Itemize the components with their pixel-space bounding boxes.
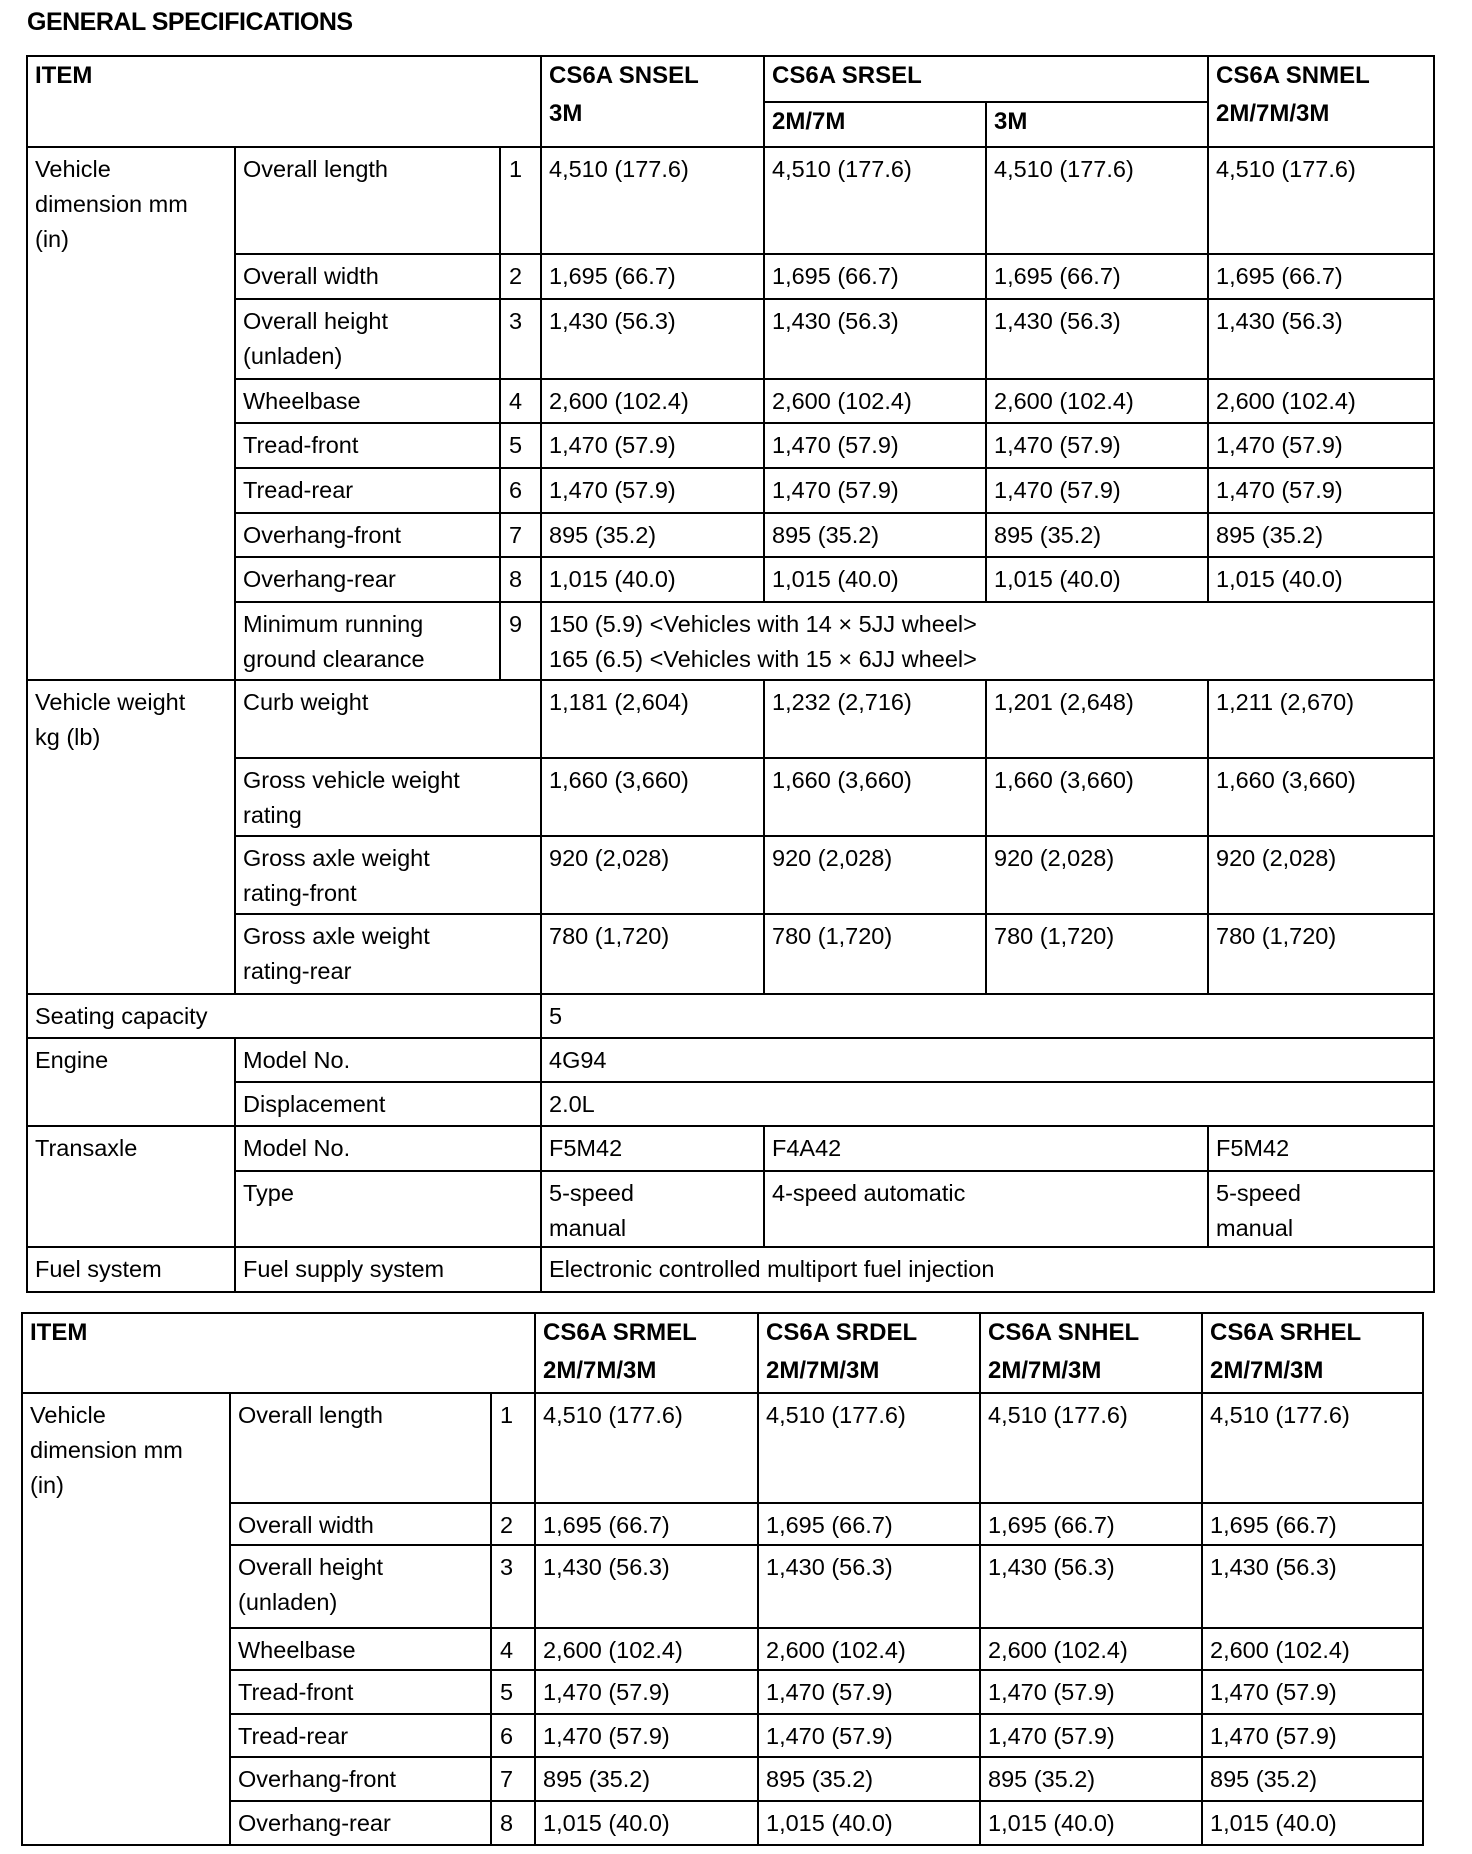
table-cell: Tread-rear [230,1714,491,1757]
column-header: CS6A SRMEL 2M/7M/3M [535,1313,758,1393]
item-number: 6 [500,468,541,513]
table-cell: 1,015 (40.0) [541,557,764,602]
table-cell: 1,015 (40.0) [535,1801,758,1845]
table-row [22,1714,1423,1757]
table-cell: 1,470 (57.9) [758,1714,980,1757]
table-cell: Overall height (unladen) [235,299,500,379]
table-cell: 1,470 (57.9) [980,1714,1202,1757]
table-cell: Gross axle weight rating-rear [235,914,541,994]
item-number: 4 [500,379,541,423]
table-cell: Vehicle weight kg (lb) [27,680,235,994]
spec-table-2 [21,1312,1424,1846]
table-cell: Overall height (unladen) [230,1545,491,1628]
header-row [22,1313,1423,1393]
table-cell: 1,430 (56.3) [764,299,986,379]
table-cell: 780 (1,720) [541,914,764,994]
table-cell: 1,695 (66.7) [764,254,986,299]
table-cell: Wheelbase [230,1628,491,1670]
table-cell: 1,015 (40.0) [764,557,986,602]
table-cell: 1,430 (56.3) [535,1545,758,1628]
table-row [22,1628,1423,1670]
table-cell: Overall width [235,254,500,299]
table-row [27,680,1434,758]
table-cell: Vehicle dimension mm (in) [22,1393,230,1845]
table-cell: F4A42 [764,1126,1208,1171]
table-cell: 780 (1,720) [764,914,986,994]
table-cell: 1,695 (66.7) [535,1503,758,1545]
column-header: CS6A SNMEL 2M/7M/3M [1208,56,1434,147]
table-cell: 920 (2,028) [1208,836,1434,914]
table-cell: 1,470 (57.9) [758,1670,980,1714]
table-row [27,994,1434,1038]
table-cell: Overall length [235,147,500,254]
table-cell: 1,015 (40.0) [758,1801,980,1845]
table-cell: 1,470 (57.9) [541,468,764,513]
table-cell: Tread-front [230,1670,491,1714]
table-row [22,1545,1423,1628]
item-number: 1 [491,1393,535,1503]
item-number: 3 [500,299,541,379]
table-cell: Model No. [235,1038,541,1082]
column-header: 3M [986,102,1208,147]
item-number: 2 [500,254,541,299]
item-number: 4 [491,1628,535,1670]
table-cell: Displacement [235,1082,541,1126]
table-cell: Gross vehicle weight rating [235,758,541,836]
table-cell: Overhang-rear [235,557,500,602]
table-cell: 4,510 (177.6) [541,147,764,254]
table-cell: 1,430 (56.3) [1208,299,1434,379]
table-row [27,468,1434,513]
table-row [27,1247,1434,1292]
table-row [27,423,1434,468]
table-row [22,1801,1423,1845]
column-header: CS6A SRHEL 2M/7M/3M [1202,1313,1423,1393]
table-cell: 2,600 (102.4) [980,1628,1202,1670]
table-cell: Model No. [235,1126,541,1171]
table-cell: 895 (35.2) [758,1757,980,1801]
table-cell: 1,430 (56.3) [986,299,1208,379]
table-cell: 150 (5.9) <Vehicles with 14 × 5JJ wheel> 165 (6.5) <Vehicles with 15 × 6JJ wheel> [541,602,1434,680]
table-row [27,299,1434,379]
table-cell: 895 (35.2) [986,513,1208,557]
table-cell: 1,470 (57.9) [1208,468,1434,513]
table-row [27,147,1434,254]
table-row [27,836,1434,914]
column-header: ITEM [27,56,541,147]
table-cell: 2,600 (102.4) [758,1628,980,1670]
table-cell: Overhang-front [235,513,500,557]
table-cell: 2,600 (102.4) [541,379,764,423]
table-cell: 1,695 (66.7) [758,1503,980,1545]
table-row [27,758,1434,836]
table-cell: 1,470 (57.9) [535,1670,758,1714]
column-header: CS6A SNHEL 2M/7M/3M [980,1313,1202,1393]
table-cell: Curb weight [235,680,541,758]
table-cell: 1,015 (40.0) [1208,557,1434,602]
table-cell: Electronic controlled multiport fuel injection [541,1247,1434,1292]
table-row [22,1503,1423,1545]
table-row [27,557,1434,602]
page-title: GENERAL SPECIFICATIONS [27,8,353,36]
table-cell: Overall length [230,1393,491,1503]
item-number: 7 [500,513,541,557]
table-cell: 4-speed automatic [764,1171,1208,1247]
table-cell: 895 (35.2) [1202,1757,1423,1801]
table-row [22,1393,1423,1503]
table-cell: 2.0L [541,1082,1434,1126]
table-cell: Engine [27,1038,235,1126]
table-cell: 1,470 (57.9) [535,1714,758,1757]
item-number: 9 [500,602,541,680]
table-cell: 2,600 (102.4) [535,1628,758,1670]
table-cell: Fuel supply system [235,1247,541,1292]
table-cell: 1,430 (56.3) [980,1545,1202,1628]
table-row [27,602,1434,680]
table-cell: 895 (35.2) [764,513,986,557]
table-cell: Tread-rear [235,468,500,513]
table-cell: Wheelbase [235,379,500,423]
column-header: CS6A SRDEL 2M/7M/3M [758,1313,980,1393]
table-cell: 2,600 (102.4) [764,379,986,423]
table-cell: 4,510 (177.6) [1202,1393,1423,1503]
item-number: 5 [491,1670,535,1714]
table-cell: 1,470 (57.9) [1208,423,1434,468]
table-row [27,1038,1434,1082]
table-row [27,513,1434,557]
table-cell: Fuel system [27,1247,235,1292]
table-cell: Overhang-rear [230,1801,491,1845]
table-cell: Vehicle dimension mm (in) [27,147,235,680]
item-number: 2 [491,1503,535,1545]
table-cell: 780 (1,720) [986,914,1208,994]
table-cell: 895 (35.2) [541,513,764,557]
table-row [27,1126,1434,1171]
table-cell: 1,470 (57.9) [1202,1670,1423,1714]
table-cell: 1,470 (57.9) [986,423,1208,468]
table-cell: 1,660 (3,660) [541,758,764,836]
table-cell: 1,470 (57.9) [764,423,986,468]
table-cell: 1,695 (66.7) [986,254,1208,299]
table-cell: 1,211 (2,670) [1208,680,1434,758]
table-cell: 1,232 (2,716) [764,680,986,758]
table-cell: 1,660 (3,660) [1208,758,1434,836]
item-number: 3 [491,1545,535,1628]
table-cell: Gross axle weight rating-front [235,836,541,914]
table-cell: Tread-front [235,423,500,468]
table-cell: 1,430 (56.3) [1202,1545,1423,1628]
table-row [27,254,1434,299]
table-cell: 1,470 (57.9) [986,468,1208,513]
item-number: 8 [491,1801,535,1845]
table-row [27,1171,1434,1247]
item-number: 1 [500,147,541,254]
table-cell: Seating capacity [27,994,541,1038]
table-cell: 1,201 (2,648) [986,680,1208,758]
table-row [22,1757,1423,1801]
table-cell: Overhang-front [230,1757,491,1801]
table-row [22,1670,1423,1714]
table-cell: 1,015 (40.0) [980,1801,1202,1845]
table-cell: 1,470 (57.9) [1202,1714,1423,1757]
table-cell: 1,430 (56.3) [758,1545,980,1628]
table-cell: Minimum running ground clearance [235,602,500,680]
table-cell: 1,015 (40.0) [986,557,1208,602]
table-cell: 4,510 (177.6) [980,1393,1202,1503]
table-cell: 1,695 (66.7) [1202,1503,1423,1545]
column-header: CS6A SRSEL [764,56,1208,102]
table-cell: 1,470 (57.9) [980,1670,1202,1714]
table-cell: 780 (1,720) [1208,914,1434,994]
table-cell: F5M42 [541,1126,764,1171]
header-row [27,56,1434,102]
table-cell: Transaxle [27,1126,235,1247]
spec-table-1 [26,55,1435,1293]
table-cell: 1,470 (57.9) [764,468,986,513]
table-cell: 4G94 [541,1038,1434,1082]
item-number: 6 [491,1714,535,1757]
table-cell: 1,660 (3,660) [764,758,986,836]
table-cell: 895 (35.2) [535,1757,758,1801]
item-number: 8 [500,557,541,602]
table-cell: 1,470 (57.9) [541,423,764,468]
table-cell: 920 (2,028) [986,836,1208,914]
table-cell: 1,695 (66.7) [541,254,764,299]
table-cell: Type [235,1171,541,1247]
table-cell: 4,510 (177.6) [1208,147,1434,254]
table-cell: 4,510 (177.6) [986,147,1208,254]
table-cell: 920 (2,028) [764,836,986,914]
table-cell: 2,600 (102.4) [1202,1628,1423,1670]
item-number: 7 [491,1757,535,1801]
table-cell: 4,510 (177.6) [535,1393,758,1503]
table-cell: 1,430 (56.3) [541,299,764,379]
table-row [27,914,1434,994]
table-cell: 2,600 (102.4) [1208,379,1434,423]
table-cell: 4,510 (177.6) [764,147,986,254]
table-cell: 1,015 (40.0) [1202,1801,1423,1845]
table-cell: 4,510 (177.6) [758,1393,980,1503]
table-cell: F5M42 [1208,1126,1434,1171]
item-number: 5 [500,423,541,468]
table-row [27,379,1434,423]
table-row [27,1082,1434,1126]
table-cell: 1,695 (66.7) [1208,254,1434,299]
table-cell: 1,181 (2,604) [541,680,764,758]
table-cell: 5 [541,994,1434,1038]
table-cell: 5-speed manual [541,1171,764,1247]
column-header: 2M/7M [764,102,986,147]
table-cell: 2,600 (102.4) [986,379,1208,423]
table-cell: Overall width [230,1503,491,1545]
table-cell: 5-speed manual [1208,1171,1434,1247]
table-cell: 895 (35.2) [980,1757,1202,1801]
table-cell: 1,695 (66.7) [980,1503,1202,1545]
table-cell: 1,660 (3,660) [986,758,1208,836]
table-cell: 920 (2,028) [541,836,764,914]
table-cell: 895 (35.2) [1208,513,1434,557]
column-header: ITEM [22,1313,535,1393]
column-header: CS6A SNSEL 3M [541,56,764,147]
